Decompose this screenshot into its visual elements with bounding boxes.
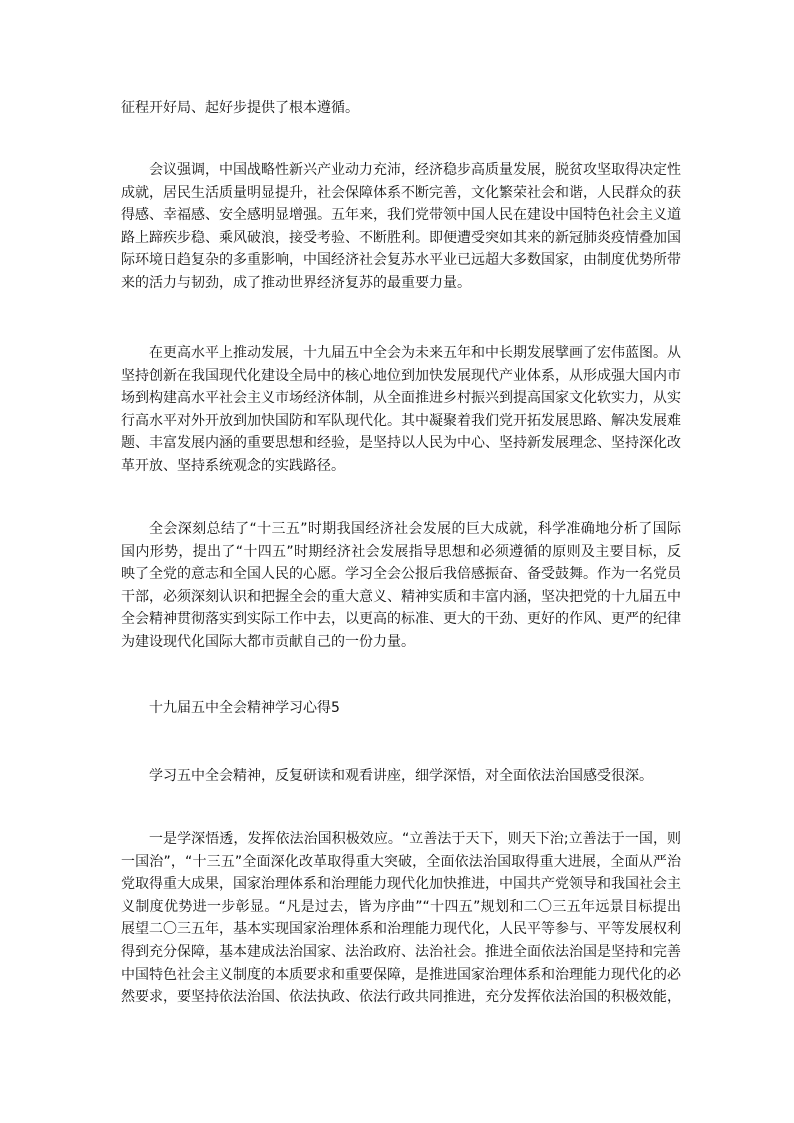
- paragraph-continuation: 征程开好局、起好步提供了根本遵循。: [121, 100, 359, 116]
- paragraph-plenary-summary: 全会深刻总结了“十三五”时期我国经济社会发展的巨大成就，科学准确地分析了国际国内形势，提出了“十四五”时期经济社会发展指导思想和必须遵循的原则及主要目标，反映了全党的意志和全国人民的心愿。学习全会公报后我倍感振奋、备受鼓舞。作为一名党员干部，必须深刻认识和把握全会的重大意义、精神实质和丰富内涵，坚决把党的十九届五中全会精神贯彻落实到实际工作中去，以更高的标准、更大的干劲、更好的作风、更严的纪律为建设现代化国际大都市贡献自己的一份力量。: [121, 521, 681, 650]
- paragraph-meeting-emphasis: 会议强调，中国战略性新兴产业动力充沛，经济稳步高质量发展，脱贫攻坚取得决定性成就，居民生活质量明显提升，社会保障体系不断完善，文化繁荣社会和谐，人民群众的获得感、幸福感、安全感明显增强。五年来，我们党带领中国人民在建设中国特色社会主义道路上蹄疾步稳、乘风破浪，接受考验、不断胜利。即便遭受突如其来的新冠肺炎疫情叠加国际环境日趋复杂的多重影响，中国经济社会复苏水平业已远超大多数国家，由制度优势所带来的活力与韧劲，成了推动世界经济复苏的最重要力量。: [121, 162, 681, 291]
- paragraph-higher-level-development: 在更高水平上推动发展，十九届五中全会为未来五年和中长期发展擘画了宏伟蓝图。从坚持创新在我国现代化建设全局中的核心地位到加快发展现代产业体系，从形成强大国内市场到构建高水平社会主义市场经济体制，从全面推进乡村振兴到提高国家文化软实力，从实行高水平对外开放到加快国防和军队现代化。其中凝聚着我们党开拓发展思路、解决发展难题、丰富发展内涵的重要思想和经验，是坚持以人民为中心、坚持新发展理念、坚持深化改革开放、坚持系统观念的实践路径。: [121, 345, 681, 474]
- paragraph-rule-of-law: 一是学深悟透，发挥依法治国积极效应。“立善法于天下，则天下治;立善法于一国，则一国治”，“十三五”全面深化改革取得重大突破，全面依法治国取得重大进展，全面从严治党取得重大成果，国家治理体系和治理能力现代化加快推进，中国共产党领导和我国社会主义制度优势进一步彰显。“凡是过去，皆为序曲”“十四五”规划和二〇三五年远景目标提出展望二〇三五年，基本实现国家治理体系和治理能力现代化，人民平等参与、平等发展权利得到充分保障，基本建成法治国家、法治政府、法治社会。推进全面依法治国是坚持和完善中国特色社会主义制度的本质要求和重要保障，是推进国家治理体系和治理能力现代化的必然要求，要坚持依法治国、依法执政、依法行政共同推进，充分发挥依法治国的积极效能，: [121, 831, 681, 1006]
- paragraph-study-intro: 学习五中全会精神，反复研读和观看讲座，细学深悟，对全面依法治国感受很深。: [149, 768, 653, 784]
- section-heading: 十九届五中全会精神学习心得5: [149, 700, 340, 716]
